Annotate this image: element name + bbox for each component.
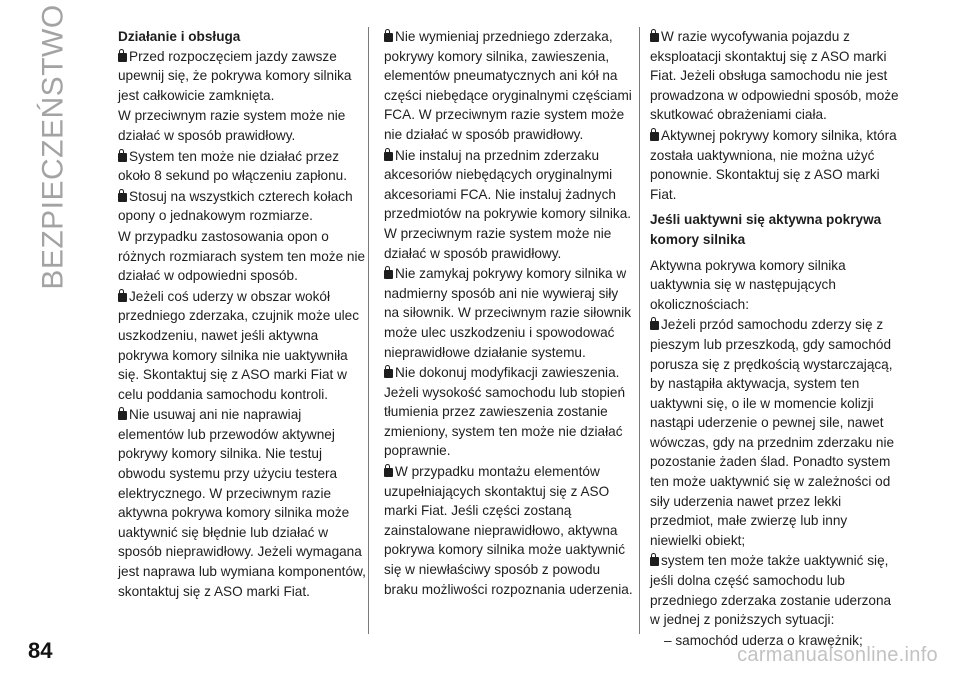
section-title: BEZPIECZEŃSTWO — [37, 4, 71, 290]
text-column-2 — [384, 27, 636, 599]
paragraph: Nie dokonuj modyfikacji zawieszenia. Jeżeli wysokość samochodu lub stopień tłumienia przez zawieszenia zostanie zmieniony, system ten może nie działać poprawnie. — [384, 365, 626, 459]
paragraph: Stosuj na wszystkich czterech kołach opony o jednakowym rozmiarze. — [118, 188, 353, 224]
paragraph: Przed rozpoczęciem jazdy zawsze upewnij się, że pokrywa komory silnika jest całkowicie zamknięta. — [118, 48, 352, 103]
warning-icon — [118, 149, 127, 162]
paragraph: Aktywnej pokrywy komory silnika, która została uaktywniona, nie można użyć ponownie. Skontaktuj się z ASO marki Fiat. — [650, 127, 897, 202]
paragraph: Nie usuwaj ani nie naprawiaj elementów lub przewodów aktywnej pokrywy komory silnika. Nie testuj obwodu systemu przy użyciu testera elektrycznego. W przeciwnym razie aktywna pokrywa komory silnika może uaktywnić się błędnie lub działać w sposób nieprawidłowy. Jeżeli wymagana jest naprawa lub wymiana komponentów, skontaktuj się z ASO marki Fiat. — [118, 407, 366, 599]
paragraph: Nie zamykaj pokrywy komory silnika w nadmierny sposób ani nie wywieraj siły na siłownik. W przeciwnym razie siłownik może ulec uszkodzeniu i spowodować nieprawidłowe działanie systemu. — [384, 266, 632, 360]
warning-icon — [118, 289, 127, 302]
paragraph: Jeżeli coś uderzy w obszar wokół przedniego zderzaka, czujnik może ulec uszkodzeniu, nawet jeśli aktywna pokrywa komory silnika nie uaktywniła się. Skontaktuj się z ASO marki Fiat w celu poddania samochodu kontroli. — [118, 288, 360, 402]
text-column-1 — [118, 27, 370, 601]
warning-icon — [384, 29, 393, 42]
paragraph: system ten może także uaktywnić się, jeśli dolna część samochodu lub przedniego zderzaka zostanie uderzona w jednej z poniższych sytuacji: — [650, 553, 892, 628]
list-item: – samochód uderza o krawężnik; — [664, 632, 863, 648]
paragraph: Nie instaluj na przednim zderzaku akcesoriów niebędących oryginalnymi akcesoriami FCA. Nie instaluj żadnych przedmiotów na pokrywie komory silnika. W przeciwnym razie system może nie działać w sposób prawidłowy. — [384, 147, 632, 261]
warning-icon — [118, 49, 127, 62]
paragraph: Nie wymieniaj przedniego zderzaka, pokrywy komory silnika, zawieszenia, elementów pneumatycznych ani kół na części niebędące oryginalnymi częściami FCA. W przeciwnym razie system może nie działać w sposób prawidłowy. — [384, 29, 632, 142]
paragraph: W razie wycofywania pojazdu z eksploatacji skontaktuj się z ASO marki Fiat. Jeżeli obsługa samochodu nie jest prowadzona w odpowiedni sposób, może skutkować obrażeniami ciała. — [650, 29, 899, 123]
warning-icon — [650, 553, 659, 566]
page-number: 84 — [28, 638, 53, 663]
warning-icon — [384, 266, 393, 279]
heading-operation: Działanie i obsługa — [118, 29, 241, 44]
warning-icon — [384, 365, 393, 378]
warning-icon — [384, 464, 393, 477]
warning-icon — [118, 407, 127, 420]
paragraph: Aktywna pokrywa komory silnika uaktywnia się w następujących okolicznościach: — [650, 257, 846, 312]
paragraph: Jeżeli przód samochodu zderzy się z pieszym lub przeszkodą, gdy samochód porusza się z prędkością wystarczającą, by nastąpiła aktywacja, system ten uaktywni się, o ile w momencie kolizji nastąpi uderzenie o pewnej sile, nawet wówczas, gdy na przednim zderzaku nie pozostanie żaden ślad. Ponadto system ten może uaktywnić się w zależności od siły uderzenia nawet przez lekki przedmiot, małe zwierzę lub inny niewielki obiekt; — [650, 317, 895, 548]
paragraph: W przypadku zastosowania opon o różnych rozmiarach system ten może nie działać w odpowiedni sposób. — [118, 228, 366, 284]
paragraph: W przeciwnym razie system może nie działać w sposób prawidłowy. — [118, 108, 346, 143]
warning-icon — [650, 29, 659, 42]
heading-activation: Jeśli uaktywni się aktywna pokrywa komory silnika — [650, 212, 882, 247]
paragraph: W przypadku montażu elementów uzupełniających skontaktuj się z ASO marki Fiat. Jeśli części zostaną zainstalowane nieprawidłowo, aktywna pokrywa komory silnika może uaktywnić się w niewłaściwy sposób z powodu braku możliwości rozpoznania uderzenia. — [384, 464, 633, 597]
warning-icon — [650, 128, 659, 141]
warning-icon — [650, 317, 659, 330]
text-column-3 — [650, 27, 902, 650]
warning-icon — [384, 148, 393, 161]
column-divider — [639, 27, 640, 634]
section-title-vertical — [28, 4, 80, 290]
paragraph: System ten może nie działać przez około 8 sekund po włączeniu zapłonu. — [118, 148, 347, 184]
warning-icon — [118, 189, 127, 202]
watermark: carmanualsonline.info — [737, 644, 938, 666]
